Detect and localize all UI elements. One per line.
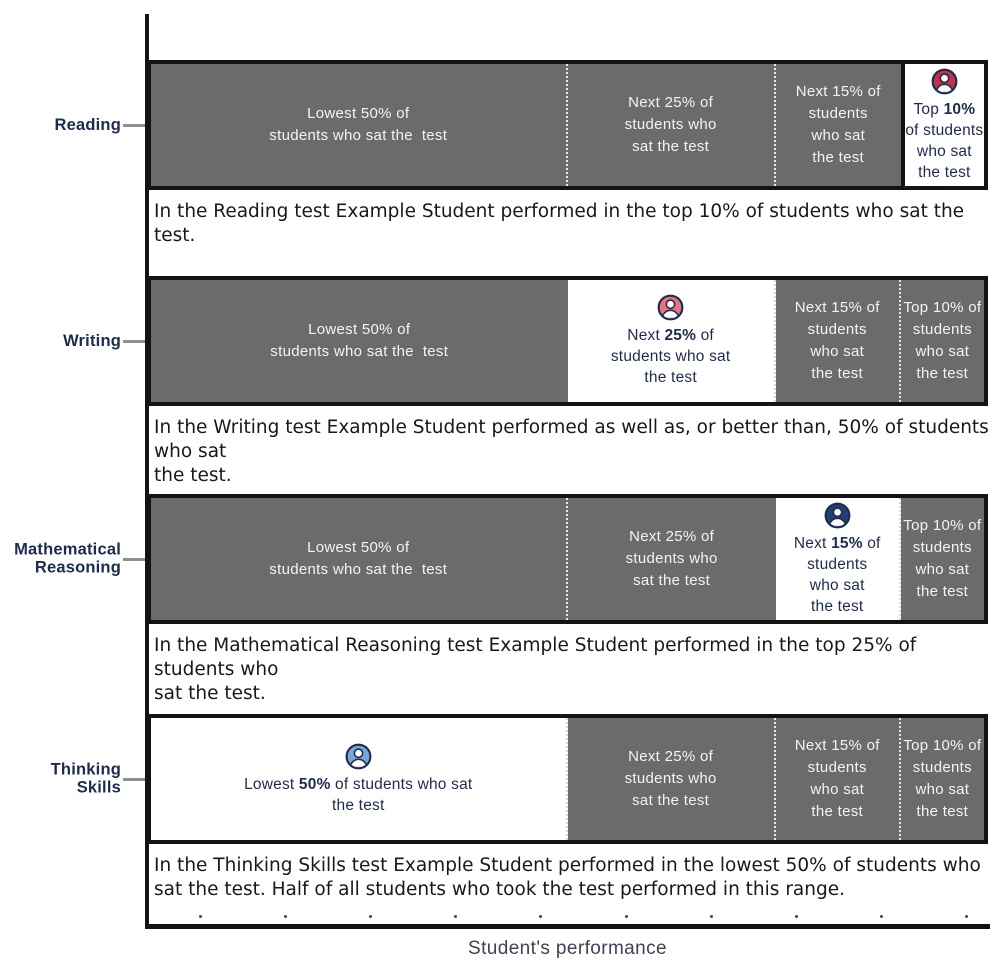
segment-label-line: the test — [811, 365, 864, 382]
x-axis-tick — [625, 915, 628, 918]
segment-label-line: Next 15% of — [793, 534, 881, 552]
segment-label-line: sat the test — [632, 138, 710, 155]
caption-writing — [154, 416, 996, 488]
segment-label-line: students who sat the test — [270, 343, 449, 360]
segment-next-15 — [776, 280, 901, 402]
segment-label-line: the test — [811, 803, 864, 820]
segment-label-line: Next 25% of — [629, 528, 715, 545]
segment-label-line: students — [807, 759, 867, 776]
row-label-line: Reading — [54, 115, 121, 134]
segment-next-25 — [568, 498, 776, 620]
row-connector-thinking-skills — [123, 778, 145, 781]
segment-label-line: the test — [916, 583, 969, 600]
segment-top-10-highlighted — [901, 64, 984, 186]
segment-label-line: Lowest 50% of — [307, 539, 410, 556]
row-label-line: Mathematical — [14, 540, 121, 559]
segment-label-line: the test — [644, 369, 697, 386]
segment-label-line: the test — [811, 597, 864, 615]
segment-label-line: sat the test — [633, 572, 711, 589]
caption-thinking-skills — [154, 854, 996, 902]
caption-line: sat the test. Half of all students who took the test performed in this range. — [154, 879, 845, 900]
segment-label-line: who sat — [810, 343, 865, 360]
row-label-reading — [0, 116, 121, 134]
segment-lowest-50 — [151, 280, 568, 402]
segment-label-line: students who sat the test — [269, 561, 448, 578]
x-axis-tick — [369, 915, 372, 918]
segment-top-10 — [901, 280, 984, 402]
row-label-line: Writing — [63, 331, 121, 350]
row-label-line: Reasoning — [34, 559, 121, 577]
segment-label-line: the test — [812, 149, 865, 166]
segment-lowest-50 — [151, 64, 568, 186]
segment-label-line: the test — [916, 365, 969, 382]
x-axis-label: Student's performance — [468, 938, 667, 959]
segment-label-line: students who — [624, 770, 717, 787]
segment-label-line: Top 10% of — [903, 517, 982, 534]
segment-next-15 — [776, 64, 901, 186]
caption-mathematical-reasoning — [154, 634, 996, 706]
caption-line: sat the test. — [154, 683, 266, 704]
segment-label-line: students — [807, 321, 867, 338]
segment-label-line: who sat — [809, 576, 865, 594]
segment-label-line: Next 15% of — [794, 299, 880, 316]
segment-label-line: the test — [918, 163, 971, 181]
segment-next-15 — [776, 718, 901, 840]
x-axis-tick — [539, 915, 542, 918]
segment-label-line: who sat — [916, 142, 972, 160]
segment-label-line: Next 25% of — [628, 94, 714, 111]
segment-next-25 — [568, 718, 776, 840]
segment-label-line: the test — [916, 803, 969, 820]
segment-top-10 — [901, 718, 984, 840]
segment-top-10 — [901, 498, 984, 620]
x-axis-tick — [880, 915, 883, 918]
segment-label-line: students — [808, 105, 868, 122]
segment-lowest-50-highlighted — [151, 718, 568, 840]
x-axis-line — [145, 924, 990, 929]
row-connector-mathematical-reasoning — [123, 558, 145, 561]
student-person-icon — [824, 502, 851, 530]
student-person-icon — [345, 743, 372, 771]
x-axis-tick — [795, 915, 798, 918]
row-label-writing — [0, 332, 121, 350]
x-axis-tick — [199, 915, 202, 918]
segment-label-line: Lowest 50% of — [308, 321, 411, 338]
x-axis-tick — [284, 915, 287, 918]
segment-label-line: who sat — [915, 561, 970, 578]
segment-label-line: Lowest 50% of students who sat — [244, 775, 473, 793]
segment-label-line: students — [807, 555, 868, 573]
student-person-icon — [931, 68, 958, 96]
x-axis-ticks — [147, 915, 988, 919]
caption-reading — [154, 200, 996, 248]
row-label-line: Thinking — [50, 760, 121, 779]
segment-label-line: of students — [905, 121, 984, 139]
row-label-thinking-skills — [0, 761, 121, 798]
x-axis-tick — [710, 915, 713, 918]
segment-next-25-highlighted — [568, 280, 776, 402]
caption-line: In the Thinking Skills test Example Student performed in the lowest 50% of students who — [154, 855, 981, 876]
row-label-line: Skills — [76, 779, 121, 797]
segment-label-line: Next 15% of — [795, 83, 881, 100]
student-person-icon — [657, 294, 684, 322]
segment-label-line: Next 25% of — [628, 748, 714, 765]
segment-label-line: students — [912, 759, 972, 776]
caption-line: the test. — [154, 465, 232, 486]
caption-line: In the Writing test Example Student performed as well as, or better than, 50% of students who sat — [154, 417, 989, 462]
row-connector-writing — [123, 340, 145, 343]
segment-label-line: the test — [332, 796, 385, 814]
segment-label-line: students who — [625, 550, 718, 567]
segment-label-line: Top 10% of — [903, 299, 982, 316]
segment-label-line: who sat — [810, 781, 865, 798]
segment-label-line: Top 10% — [913, 100, 976, 118]
segment-label-line: who sat — [915, 343, 970, 360]
segment-label-line: Top 10% of — [903, 737, 982, 754]
segment-label-line: students — [912, 539, 972, 556]
performance-bar-mathematical-reasoning — [147, 494, 988, 624]
segment-label-line: Lowest 50% of — [307, 105, 410, 122]
segment-label-line: students who sat the test — [269, 127, 448, 144]
segment-next-25 — [568, 64, 776, 186]
segment-label-line: Next 25% of — [627, 327, 714, 344]
segment-label-line: students — [912, 321, 972, 338]
segment-label-line: students who sat — [610, 348, 731, 365]
segment-label-line: sat the test — [632, 792, 710, 809]
caption-line: In the Reading test Example Student performed in the top 10% of students who sat the test. — [154, 201, 965, 246]
performance-bar-writing — [147, 276, 988, 406]
segment-label-line: who sat — [811, 127, 866, 144]
row-label-mathematical-reasoning — [0, 541, 121, 578]
row-connector-reading — [123, 124, 145, 127]
performance-bar-reading — [147, 60, 988, 190]
segment-lowest-50 — [151, 498, 568, 620]
segment-label-line: Next 15% of — [794, 737, 880, 754]
segment-label-line: students who — [624, 116, 717, 133]
performance-bar-thinking-skills — [147, 714, 988, 844]
x-axis-tick — [965, 915, 968, 918]
segment-next-15-highlighted — [776, 498, 901, 620]
x-axis-tick — [454, 915, 457, 918]
caption-line: In the Mathematical Reasoning test Example Student performed in the top 25% of students who — [154, 635, 917, 680]
segment-label-line: who sat — [915, 781, 970, 798]
